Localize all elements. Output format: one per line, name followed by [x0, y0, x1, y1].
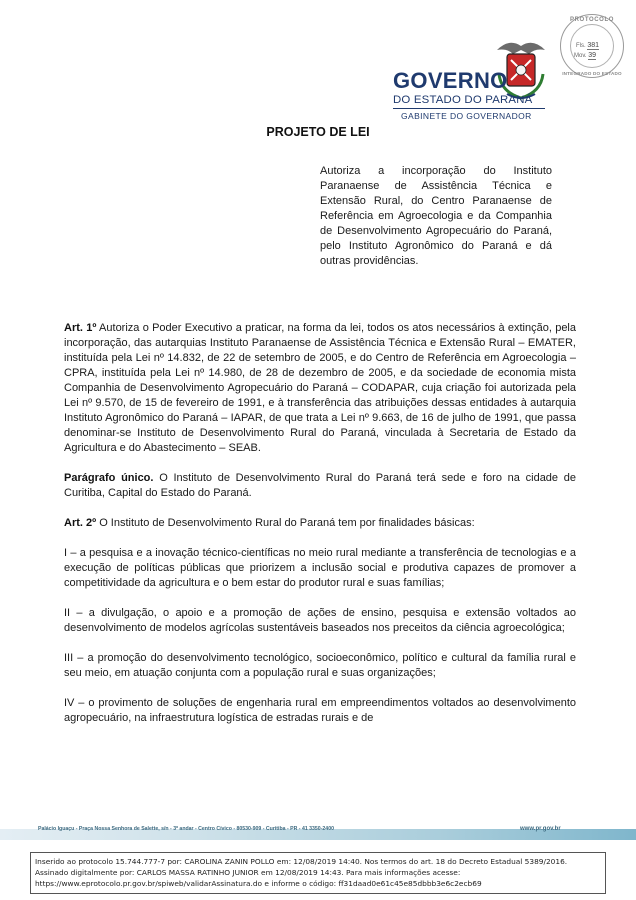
- footer-website: www.pr.gov.br: [520, 826, 561, 832]
- article-1-text: Autoriza o Poder Executivo a praticar, na forma da lei, todos os atos necessários à extinção, pela incorporação, das autarquias Instituto Paranaense de Assistência Técnica e Extensão Rural – EMATER, instituída pela Lei nº 14.832, de 22 de setembro de 2005, e do Centro de Referência em Agroecologia – CPRA, instituída pela Lei nº 14.980, de 28 de dezembro de 2005, e da sociedade de economia mista Companhia de Desenvolvimento Agropecuário do Paraná – CODAPAR, cuja criação foi autorizada pela Lei nº 9.570, de 15 de fevereiro de 1991, e à transferência das atribuições dessas entidades à autarquia Instituto Agronômico do Paraná – IAPAR, de que trata a Lei nº 9.663, de 16 de julho de 1991, que passa denominar-se Instituto de Desenvolvimento Rural do Paraná, vinculada à Secretaria de Estado da Agricultura e do Abastecimento – SEAB.: [64, 322, 576, 454]
- logo-unit-text: GABINETE DO GOVERNADOR: [401, 111, 532, 121]
- ementa: Autoriza a incorporação do Instituto Paranaense de Assistência Técnica e Extensão Rural, do Centro Paranaense de Referência em Agroecologia e da Companhia de Desenvolvimento Agropecuário do Paraná, pelo Instituto Agronômico do Paraná e dá outras providências.: [320, 165, 552, 267]
- article-2-label: Art. 2º: [64, 517, 97, 529]
- logo-state-text: DO ESTADO DO PARANÁ: [393, 94, 533, 106]
- sole-paragraph: [64, 471, 576, 501]
- article-1: [64, 321, 576, 456]
- item-2: II – a divulgação, o apoio e a promoção de ações de ensino, pesquisa e extensão voltados ao desenvolvimento de modelos agrícolas sustentáveis baseados nos preceitos da ciência agroecológica;: [64, 607, 576, 634]
- logo-main-text: GOVERNO: [393, 68, 508, 93]
- item-3: III – a promoção do desenvolvimento tecnológico, socioeconômico, político e cultural da família rural e seu meio, em atuação conjunta com a população rural e suas organizações;: [64, 652, 576, 679]
- article-2-text: O Instituto de Desenvolvimento Rural do Paraná tem por finalidades básicas:: [96, 517, 475, 529]
- stamp-mov-label: Mov.: [574, 53, 587, 59]
- protocol-stamp: [560, 14, 624, 78]
- government-logo: [393, 38, 553, 123]
- stamp-fls-label: Fls.: [576, 43, 586, 49]
- logo-divider: [393, 108, 545, 109]
- document-body: [64, 321, 576, 741]
- item-4: IV – o provimento de soluções de engenharia rural em empreendimentos voltados ao desenvolvimento agropecuário, na infraestrutura logística de estradas rurais e de: [64, 697, 576, 724]
- digital-signature-box: Inserido ao protocolo 15.744.777-7 por: CAROLINA ZANIN POLLO em: 12/08/2019 14:40. Nos termos do art. 18 do Decreto Estadual 5389/2016. Assinado digitalmente por: CARLOS MASSA RATINHO JUNIOR em 12/08/2019 14:43. Para mais informações acesse: https://www.eprotocolo.pr.gov.br/spiweb/validarAssinatura.do e informe o código: ff31daad0e61c45e85dbbb3e6c2ecb69: [30, 852, 606, 894]
- stamp-bottom-text: INTEGRADO DO ESTADO: [562, 71, 622, 76]
- article-2: [64, 516, 576, 531]
- stamp-fls: [576, 42, 599, 49]
- stamp-fls-value: 381: [587, 42, 600, 49]
- item-1: I – a pesquisa e a inovação técnico-científicas no meio rural mediante a transferência de tecnologias e a execução de políticas públicas que priorizem a inclusão social e produtiva capazes de promover a competitividade da agricultura e o bem estar do produtor rural e suas famílias;: [64, 547, 576, 589]
- stamp-mov-value: 39: [588, 52, 597, 59]
- sole-paragraph-text: O Instituto de Desenvolvimento Rural do Paraná terá sede e foro na cidade de Curitiba, Capital do Estado do Paraná.: [64, 472, 577, 499]
- document-title: PROJETO DE LEI: [266, 125, 370, 139]
- sole-paragraph-label: Parágrafo único.: [64, 472, 154, 484]
- article-1-label: Art. 1º: [64, 322, 97, 334]
- footer-address: Palácio Iguaçu - Praça Nossa Senhora de Salette, s/n - 3º andar - Centro Cívico - 80530-909 - Curitiba - PR - 41 3350-2400: [38, 826, 334, 832]
- stamp-mov: [574, 52, 596, 59]
- stamp-top-text: PROTOCOLO: [570, 17, 614, 23]
